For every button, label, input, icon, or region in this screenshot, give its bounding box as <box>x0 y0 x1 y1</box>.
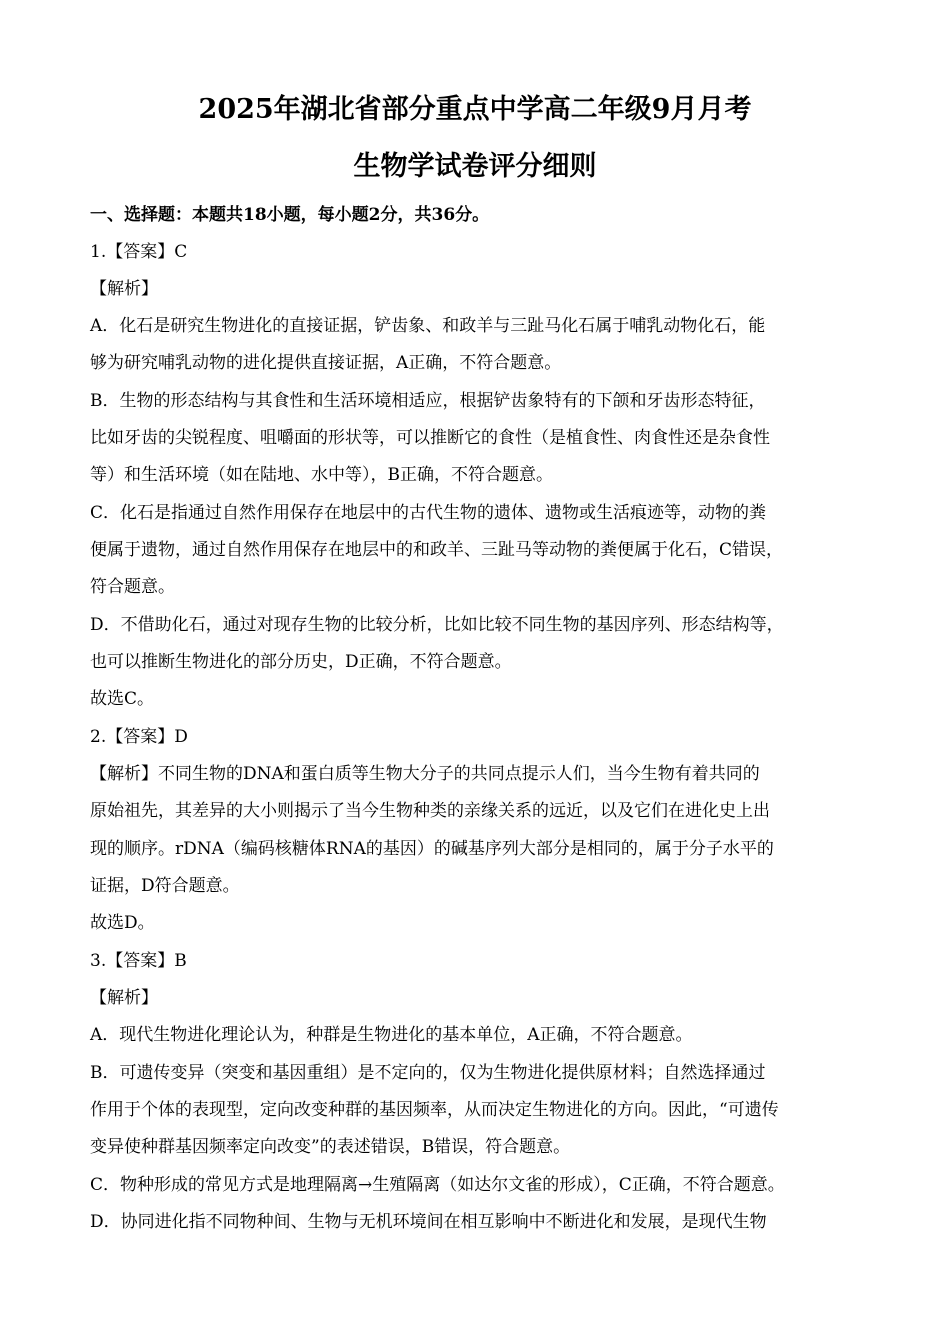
analysis-label: 【解析】 <box>90 988 158 1008</box>
text-line: 【解析】不同生物的DNA和蛋白质等生物大分子的共同点提示人们，当今生物有着共同的 <box>90 764 760 784</box>
text-line: 现的顺序。rDNA（编码核糖体RNA的基因）的碱基序列大部分是相同的，属于分子水平的 <box>90 839 774 859</box>
text-line: 变异使种群基因频率定向改变”的表述错误，B错误，符合题意。 <box>90 1137 571 1157</box>
text-line: D．不借助化石，通过对现存生物的比较分析，比如比较不同生物的基因序列、形态结构等， <box>90 615 784 635</box>
text-line: 便属于遗物，通过自然作用保存在地层中的和政羊、三趾马等动物的粪便属于化石，C错误， <box>90 540 784 560</box>
text-line: A．现代生物进化理论认为，种群是生物进化的基本单位，A正确，不符合题意。 <box>90 1025 693 1045</box>
text-line: 作用于个体的表现型，定向改变种群的基因频率，从而决定生物进化的方向。因此，“可遗传 <box>90 1100 779 1120</box>
text-line: D．协同进化指不同物种间、生物与无机环境间在相互影响中不断进化和发展，是现代生物 <box>90 1212 767 1232</box>
answer-line: 1.【答案】C <box>90 242 188 262</box>
text-line: 原始祖先，其差异的大小则揭示了当今生物种类的亲缘关系的远近，以及它们在进化史上出 <box>90 801 770 821</box>
text-line: 够为研究哺乳动物的进化提供直接证据，A正确，不符合题意。 <box>90 353 562 373</box>
analysis-label: 【解析】 <box>90 279 158 299</box>
section-heading: 一、选择题：本题共18小题，每小题2分，共36分。 <box>90 205 490 225</box>
text-line: 符合题意。 <box>90 577 175 597</box>
text-line: B．生物的形态结构与其食性和生活环境相适应，根据铲齿象特有的下颌和牙齿形态特征， <box>90 391 766 411</box>
text-line: 等）和生活环境（如在陆地、水中等），B正确，不符合题意。 <box>90 465 553 485</box>
text-line: C．化石是指通过自然作用保存在地层中的古代生物的遗体、遗物或生活痕迹等，动物的粪 <box>90 503 767 523</box>
text-line: B．可遗传变异（突变和基因重组）是不定向的，仅为生物进化提供原材料；自然选择通过 <box>90 1063 766 1083</box>
document-title: 2025年湖北省部分重点中学高二年级9月月考 <box>198 94 752 125</box>
text-line: 证据，D符合题意。 <box>90 876 240 896</box>
text-line: C．物种形成的常见方式是地理隔离→生殖隔离（如达尔文雀的形成），C正确，不符合题意。 <box>90 1175 785 1195</box>
conclusion-line: 故选C。 <box>90 689 155 709</box>
text-line: A．化石是研究生物进化的直接证据，铲齿象、和政羊与三趾马化石属于哺乳动物化石，能 <box>90 316 766 336</box>
document-subtitle: 生物学试卷评分细则 <box>353 151 597 182</box>
text-line: 比如牙齿的尖锐程度、咀嚼面的形状等，可以推断它的食性（是植食性、肉食性还是杂食性 <box>90 428 770 448</box>
answer-line: 2.【答案】D <box>90 727 188 747</box>
text-line: 也可以推断生物进化的部分历史，D正确，不符合题意。 <box>90 652 512 672</box>
answer-line: 3.【答案】B <box>90 951 187 971</box>
conclusion-line: 故选D。 <box>90 913 155 933</box>
